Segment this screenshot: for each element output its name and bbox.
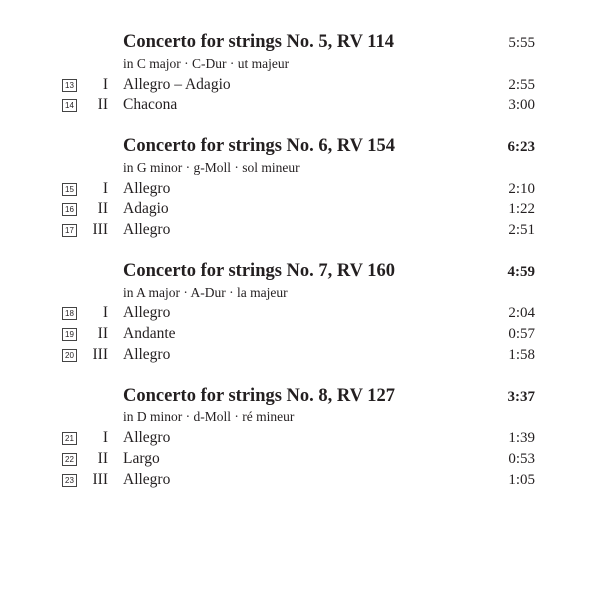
movement-row[interactable] — [0, 449, 600, 470]
movement-duration: 1:39 — [508, 430, 535, 447]
concerto-title: Concerto for strings No. 6, RV 154 — [123, 135, 396, 156]
track-number-box[interactable]: 21 — [62, 432, 77, 445]
movement-numeral: II — [97, 325, 108, 343]
movement-name: Largo — [123, 449, 160, 467]
concerto-key: in G minor · g-Moll · sol mineur — [123, 159, 300, 175]
movement-numeral: II — [97, 96, 108, 114]
movement-numeral: I — [102, 75, 108, 93]
movement-name: Chacona — [123, 96, 178, 114]
movement-row[interactable] — [0, 324, 600, 345]
track-number-box[interactable]: 23 — [62, 474, 77, 487]
track-number-box[interactable]: 13 — [62, 79, 77, 92]
concerto-header — [0, 387, 600, 408]
concerto-duration: 5:55 — [508, 35, 535, 51]
track-list — [0, 33, 600, 511]
concerto-key: in C major · C-Dur · ut majeur — [123, 55, 290, 71]
movement-name: Andante — [123, 325, 176, 343]
movement-name: Allegro — [123, 221, 171, 239]
movement-duration: 2:10 — [508, 180, 535, 197]
movement-numeral: II — [97, 200, 108, 218]
concerto-duration: 6:23 — [507, 138, 535, 155]
concerto-block — [0, 387, 600, 491]
movement-row[interactable] — [0, 199, 600, 220]
concerto-block — [0, 137, 600, 241]
movement-name: Allegro – Adagio — [123, 75, 231, 93]
movement-duration: 2:51 — [508, 222, 535, 239]
track-number-box[interactable]: 19 — [62, 328, 77, 341]
movement-row[interactable] — [0, 428, 600, 449]
concerto-title: Concerto for strings No. 5, RV 114 — [123, 32, 395, 52]
track-number-box[interactable]: 16 — [62, 203, 77, 216]
movement-numeral: III — [92, 345, 108, 363]
movement-duration: 1:05 — [508, 471, 535, 488]
movement-duration: 1:58 — [508, 346, 535, 363]
movement-row[interactable] — [0, 75, 600, 96]
movement-name: Adagio — [123, 200, 169, 218]
concerto-block — [0, 33, 600, 116]
movement-row[interactable] — [0, 303, 600, 324]
concerto-duration: 4:59 — [507, 263, 535, 280]
movement-numeral: I — [102, 179, 108, 197]
movement-numeral: III — [92, 221, 108, 239]
movement-numeral: II — [97, 449, 108, 467]
track-number-box[interactable]: 14 — [62, 99, 77, 112]
track-number-box[interactable]: 18 — [62, 307, 77, 320]
movement-name: Allegro — [123, 429, 171, 447]
movement-row[interactable] — [0, 95, 600, 116]
movement-row[interactable] — [0, 220, 600, 241]
concerto-duration: 3:37 — [507, 388, 535, 405]
movement-row[interactable] — [0, 470, 600, 491]
track-number-box[interactable]: 22 — [62, 453, 77, 466]
track-number-box[interactable]: 15 — [62, 183, 77, 196]
concerto-key-line — [0, 158, 600, 179]
movement-duration: 0:53 — [508, 450, 535, 467]
movement-row[interactable] — [0, 345, 600, 366]
concerto-header — [0, 262, 600, 283]
concerto-header — [0, 33, 600, 54]
movement-numeral: III — [92, 470, 108, 488]
track-number-box[interactable]: 17 — [62, 224, 77, 237]
concerto-title: Concerto for strings No. 7, RV 160 — [123, 260, 396, 281]
concerto-key: in A major · A-Dur · la majeur — [123, 284, 288, 300]
concerto-key: in D minor · d-Moll · ré mineur — [123, 409, 295, 425]
movement-name: Allegro — [123, 470, 171, 488]
movement-name: Allegro — [123, 345, 171, 363]
movement-duration: 1:22 — [508, 201, 535, 218]
concerto-block — [0, 262, 600, 366]
movement-name: Allegro — [123, 304, 171, 322]
concerto-header — [0, 137, 600, 158]
movement-duration: 2:04 — [508, 305, 535, 322]
movement-row[interactable] — [0, 179, 600, 200]
movement-duration: 0:57 — [508, 326, 535, 343]
movement-name: Allegro — [123, 179, 171, 197]
movement-duration: 3:00 — [508, 97, 535, 114]
track-number-box[interactable]: 20 — [62, 349, 77, 362]
movement-duration: 2:55 — [508, 76, 535, 93]
concerto-key-line — [0, 283, 600, 304]
concerto-title: Concerto for strings No. 8, RV 127 — [123, 385, 396, 406]
concerto-key-line — [0, 54, 600, 75]
concerto-key-line — [0, 407, 600, 428]
movement-numeral: I — [102, 429, 108, 447]
movement-numeral: I — [102, 304, 108, 322]
